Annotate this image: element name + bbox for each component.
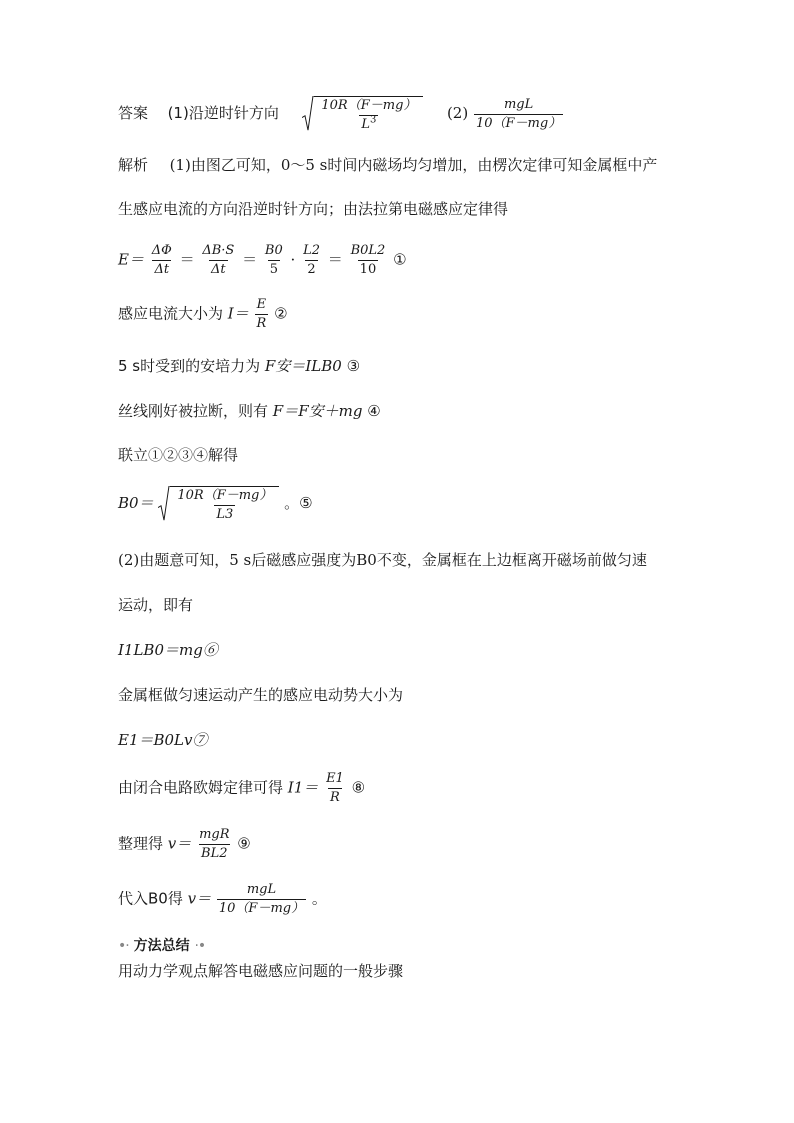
equation-1 [118,244,407,277]
eq9-lhs: v＝ [167,834,192,853]
eq10-den: 10（F－mg） [218,901,305,916]
method-heading-text: 方法总结 [133,938,190,954]
eq8-text: 由闭合电路欧姆定律可得 [118,778,284,797]
eq1-f3-num: B0 [264,243,283,258]
equation-8 [118,772,365,805]
eq1-equals-1: ＝ [179,250,195,269]
eq10-text: 代入B0得 [118,889,183,908]
analysis-line-2: 生感应电流的方向沿逆时针方向；由法拉第电磁感应定律得 [118,200,509,218]
eq1-frac-1 [150,244,174,277]
eq8-lhs: I1＝ [287,778,319,797]
eq1-f4-den: 2 [307,262,316,277]
eq1-f2-num: ΔB·S [202,243,235,258]
eq10-num: mgL [246,882,277,897]
eq2-lhs: I＝ [227,304,249,323]
heading-dots-icon: •· [118,938,129,954]
answer-frac-den: 10（F－mg） [475,115,562,131]
eq1-frac-5 [349,244,388,277]
method-line: 用动力学观点解答电磁感应问题的一般步骤 [118,962,404,980]
answer-line [118,96,564,132]
eq1-mark: ① [393,250,407,269]
answer-sqrt-den-exp: 3 [370,114,377,126]
eq2-mark: ② [274,304,288,323]
eq5-num: 10R（F－mg） [177,488,273,503]
eq1-equals-2: ＝ [242,250,258,269]
eq9-num: mgR [199,827,230,842]
eq9-mark: ⑨ [237,834,251,853]
eq6: I1LB0＝mg⑥ [118,641,218,659]
eq4-text: 丝线刚好被拉断，则有 [118,402,269,420]
answer-sqrt [302,96,423,132]
eq3-text: 5 s时受到的安培力为 [118,357,261,375]
eq4-mark: ④ [367,402,381,420]
analysis-line1-text: (1)由图乙可知，0～5 s时间内磁场均匀增加，由楞次定律可知金属框中产 [169,156,658,174]
eq1-frac-4 [301,244,322,277]
eq8-den: R [330,790,340,805]
eq1-f1-num: ΔΦ [151,243,172,258]
eq1-equals-3: ＝ [327,250,343,269]
eq1-f1-den: Δt [154,262,170,277]
eq8-mark: ⑧ [351,778,366,797]
analysis-line-1 [118,158,657,173]
eq5-sqrt [158,486,279,522]
eq2-num: E [256,297,267,312]
equation-2 [118,298,288,331]
eq3-rhs: F安＝ILB0 [264,357,342,375]
eq5-den: L3 [216,507,234,522]
eq1-f5-num: B0L2 [350,243,386,258]
eq8-frac [324,772,346,805]
eq5-tail: 。⑤ [284,494,313,512]
eq1-frac-3 [263,244,285,277]
answer-part1: (1)沿逆时针方向 [167,104,279,122]
eq9-frac [197,828,231,861]
equation-6 [118,643,218,658]
equation-5 [118,486,313,522]
part2-line-2: 运动，即有 [118,596,194,614]
eq7: E1＝B0Lv⑦ [118,731,208,749]
equation-9 [118,828,251,861]
answer-sqrt-fraction [319,99,418,132]
eq1-f2-den: Δt [211,262,226,277]
eq4-rhs: F＝F安＋mg [272,402,363,420]
eq1-dot: · [290,250,296,269]
eq1-lhs: E＝ [118,250,144,269]
eq8-num: E1 [326,771,344,786]
eq10-lhs: v＝ [187,889,212,908]
eq5-sqrt-sign-icon [158,486,170,522]
equation-3 [118,359,360,374]
eq1-f4-num: L2 [303,243,320,258]
method-heading [118,935,205,955]
eq9-den: BL2 [201,846,228,861]
eq5-fraction [175,489,274,522]
analysis-label: 解析 [118,156,149,174]
sqrt-sign-icon [302,96,314,132]
answer-label: 答案 [118,104,149,122]
eq2-frac [255,298,269,331]
equation-10 [118,883,327,916]
heading-dots-right-icon: ·• [194,938,206,954]
eq1-f3-den: 5 [269,262,278,277]
eq9-text: 整理得 [118,834,164,853]
answer-part2-prefix: (2) [446,104,469,122]
answer-part2-fraction [474,98,563,131]
eq7-text: 金属框做匀速运动产生的感应电动势大小为 [118,686,404,704]
answer-frac-num: mgL [503,96,534,112]
answer-sqrt-den: L [361,117,371,132]
eq5-lhs: B0＝ [118,494,154,512]
eq3-mark: ③ [346,357,361,375]
equation-7 [118,733,208,748]
equation-4 [118,404,381,419]
answer-sqrt-num: 10R（F－mg） [321,98,417,113]
eq2-den: R [256,316,267,331]
eq1-f5-den: 10 [359,262,377,277]
eq2-text: 感应电流大小为 [118,304,224,323]
part2-line-1: (2)由题意可知，5 s后磁感应强度为B0不变，金属框在上边框离开磁场前做匀速 [118,551,647,569]
eq10-tail: 。 [311,889,327,908]
eq1-frac-2 [200,244,236,277]
eq10-frac [217,883,306,916]
solve-line: 联立①②③④解得 [118,446,239,464]
